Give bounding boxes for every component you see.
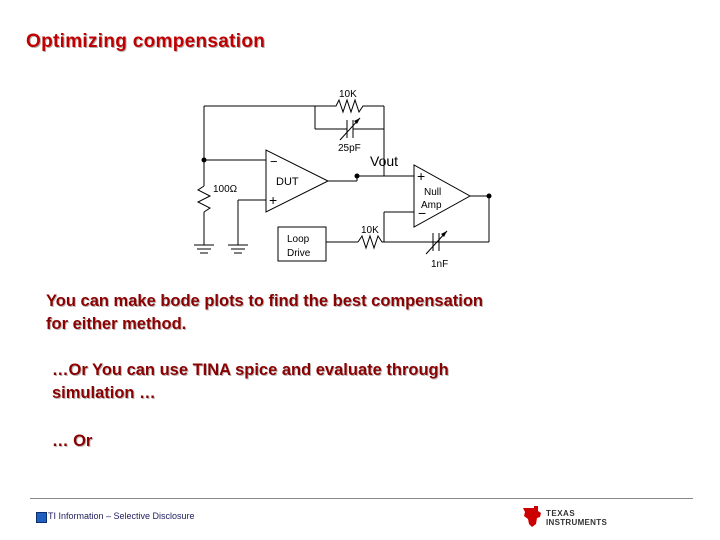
circuit-diagram [180,80,500,270]
dut-minus-sign: − [270,154,278,169]
label-null-amp-line2: Amp [421,200,442,211]
junction-node-left [202,158,207,163]
ti-logo-text-line1: Texas [546,509,576,518]
resistor-10k-top [315,100,384,112]
paragraph-or [52,430,92,453]
paragraph-or-line1: … Or [52,432,93,450]
resistor-100-ohm [198,186,210,212]
label-10k-top: 10K [339,89,357,100]
paragraph-bode-line1: You can make bode plots to find the best compensation [46,292,483,310]
label-loop-drive-line1: Loop [287,234,310,245]
label-loop-drive-line2: Drive [287,248,311,259]
slide-title: Optimizing compensation [26,31,266,52]
label-1nf: 1nF [431,259,449,270]
footer-square-icon [36,512,47,523]
null-amp-plus-sign: + [417,168,426,184]
label-dut: DUT [276,176,299,188]
dut-plus-sign: + [269,192,278,208]
junction-node-vout [355,174,360,179]
label-vout: Vout [370,153,399,169]
label-25pf: 25pF [338,143,361,154]
ti-logo [520,504,615,530]
resistor-10k-bottom [358,236,384,248]
footer-divider [30,498,693,499]
label-10k-bottom: 10K [361,225,379,236]
paragraph-bode-plots [46,290,483,336]
junction-node-right [487,194,492,199]
ti-logo-text-line2: Instruments [546,518,608,527]
label-null-amp-line1: Null [424,187,442,198]
label-100-ohm: 100Ω [213,184,238,195]
null-amp-minus-sign: − [418,205,427,221]
paragraph-bode-line2: for either method. [46,315,187,333]
paragraph-tina-spice [52,359,449,405]
ti-logo-icon [523,506,541,527]
paragraph-tina-line1: …Or You can use TINA spice and evaluate through [52,361,449,379]
footer-disclosure-text: TI Information – Selective Disclosure [48,511,195,521]
paragraph-tina-line2: simulation … [52,384,156,402]
